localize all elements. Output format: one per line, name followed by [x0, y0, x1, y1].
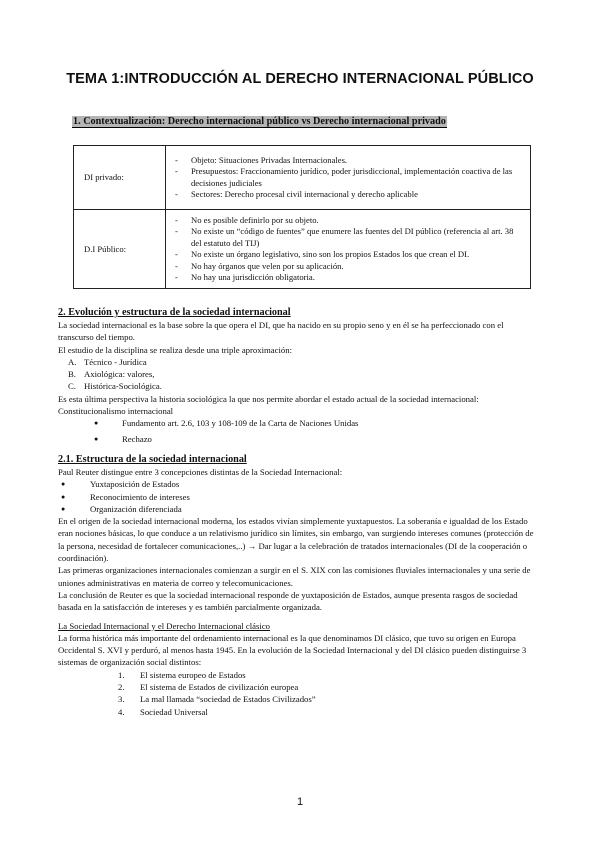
list-item: ● Rechazo	[90, 433, 540, 445]
paragraph: La forma histórica más importante del ordenamiento internacional es la que denominamos DI clásico, que tuvo su origen en Europa Occidental S. XVI y perduró, al menos hasta 1945. En la evolución de la Sociedad Internacional y del DI clásico pueden distinguirse 3 sistemas de organización social distintos:	[58, 632, 527, 668]
paragraph: El estudio de la disciplina se realiza desde una triple aproximación:	[58, 344, 292, 355]
systems-list	[58, 669, 540, 718]
list-item	[58, 706, 540, 718]
list-item: ● Reconocimiento de intereses	[58, 491, 540, 503]
public-list	[172, 215, 526, 283]
list-item: ● Fundamento art. 2.6, 103 y 108-109 de la Carta de Naciones Unidas	[90, 417, 540, 429]
list-item: ● Yuxtaposición de Estados	[58, 478, 540, 490]
section-2-1-heading: 2.1. Estructura de la sociedad internacional	[58, 453, 247, 465]
list-marker: 3.	[118, 694, 125, 705]
list-item	[58, 368, 540, 380]
list-text: Sociedad Universal	[140, 706, 208, 717]
list-text: El sistema de Estados de civilización europea	[140, 682, 299, 693]
list-item: - No hay órganos que velen por su aplicación.	[172, 261, 526, 272]
list-marker: 2.	[118, 682, 125, 693]
list-item: - Sectores: Derecho procesal civil internacional y derecho aplicable	[172, 189, 526, 200]
list-item: - No hay una jurisdicción obligatoria.	[172, 272, 526, 283]
public-label: D.I Público:	[74, 210, 166, 289]
section-2-heading: 2. Evolución y estructura de la sociedad internacional	[58, 307, 291, 318]
list-text: El sistema europeo de Estados	[140, 669, 246, 680]
list-text: La mal llamada “sociedad de Estados Civilizados”	[140, 694, 316, 705]
list-item	[58, 380, 540, 392]
list-text: Axiológica: valores,	[84, 369, 155, 380]
section-1-heading: 1. Contextualización: Derecho internacional público vs Derecho internacional privado	[73, 116, 446, 127]
page-number: 1	[296, 796, 304, 808]
list-item	[58, 669, 540, 681]
paragraph: Paul Reuter distingue entre 3 concepciones distintas de la Sociedad Internacional:	[58, 466, 343, 477]
list-marker: C.	[68, 381, 76, 392]
concepts-list	[58, 478, 540, 515]
list-text: Técnico - Jurídica	[84, 356, 147, 367]
list-item: - No existe un órgano legislativo, sino son los propios Estados los que crean el DI.	[172, 249, 526, 260]
list-item: - No es posible definirlo por su objeto.	[172, 215, 526, 226]
private-label: DI privado:	[74, 146, 166, 210]
comparison-table	[73, 145, 531, 289]
list-marker: 1.	[118, 669, 125, 680]
list-item: - No existe un “código de fuentes” que enumere las fuentes del DI público (referencia al art. 38 del estatuto del TIJ)	[172, 226, 526, 249]
list-text: Histórica-Sociológica.	[84, 381, 162, 392]
private-cell	[166, 146, 531, 210]
list-item: - Objeto: Situaciones Privadas Internacionales.	[172, 155, 526, 166]
list-item: ● Organización diferenciada	[58, 503, 540, 515]
private-list	[172, 155, 526, 201]
list-marker: 4.	[118, 706, 125, 717]
sub-heading: La Sociedad Internacional y el Derecho Internacional clásico	[58, 620, 271, 631]
paragraph: La sociedad internacional es la base sobre la que opera el DI, que ha nacido en su propio seno y en él se ha perfeccionado con el transcurso del tiempo.	[58, 320, 504, 343]
public-cell	[166, 210, 531, 289]
list-item	[58, 356, 540, 368]
paragraph: Es esta última perspectiva la historia sociológica la que nos permite abordar el estado actual de la sociedad internacional: Constitucionalismo internacional	[58, 393, 479, 417]
list-marker: A.	[68, 356, 77, 367]
list-item	[58, 681, 540, 693]
paragraph: Las primeras organizaciones internacionales comienzan a surgir en el S. XIX con las comisiones fluviales internacionales y una serie de uniones administrativas en materia de correo y telecomunicaciones.	[58, 565, 531, 588]
list-item	[58, 693, 540, 705]
table-row-public	[74, 210, 531, 289]
page-title: TEMA 1:INTRODUCCIÓN AL DERECHO INTERNACIONAL PÚBLICO	[66, 71, 534, 87]
list-item: - Presupuestos: Fraccionamiento jurídico, poder jurisdiccional, implementación coactiva de las decisiones judiciales	[172, 166, 526, 189]
paragraph: La conclusión de Reuter es que la sociedad internacional responde de yuxtaposición de Estados, aunque presenta rasgos de sociedad basada en la satisfacción de intereses y es también parcialmente organizada.	[58, 589, 518, 613]
list-marker: B.	[68, 369, 76, 380]
table-row-private	[74, 146, 531, 210]
bullet-list	[58, 417, 540, 445]
paragraph: En el origen de la sociedad internacional moderna, los estados vivían simplemente yuxtapuestos. La soberanía e igualdad de los Estado eran nociones básicas, lo que conduce a un relativismo jurídico sin límites, sin embargo, van surgiendo intereses comunes (protección de la persona, necesidad de fortalecer comunicaciones,..) → Dar lugar a la celebración de tratados internacionales (DI de la cooperación o coordinación).	[58, 516, 534, 564]
main-content	[58, 306, 540, 718]
approaches-list	[58, 356, 540, 393]
